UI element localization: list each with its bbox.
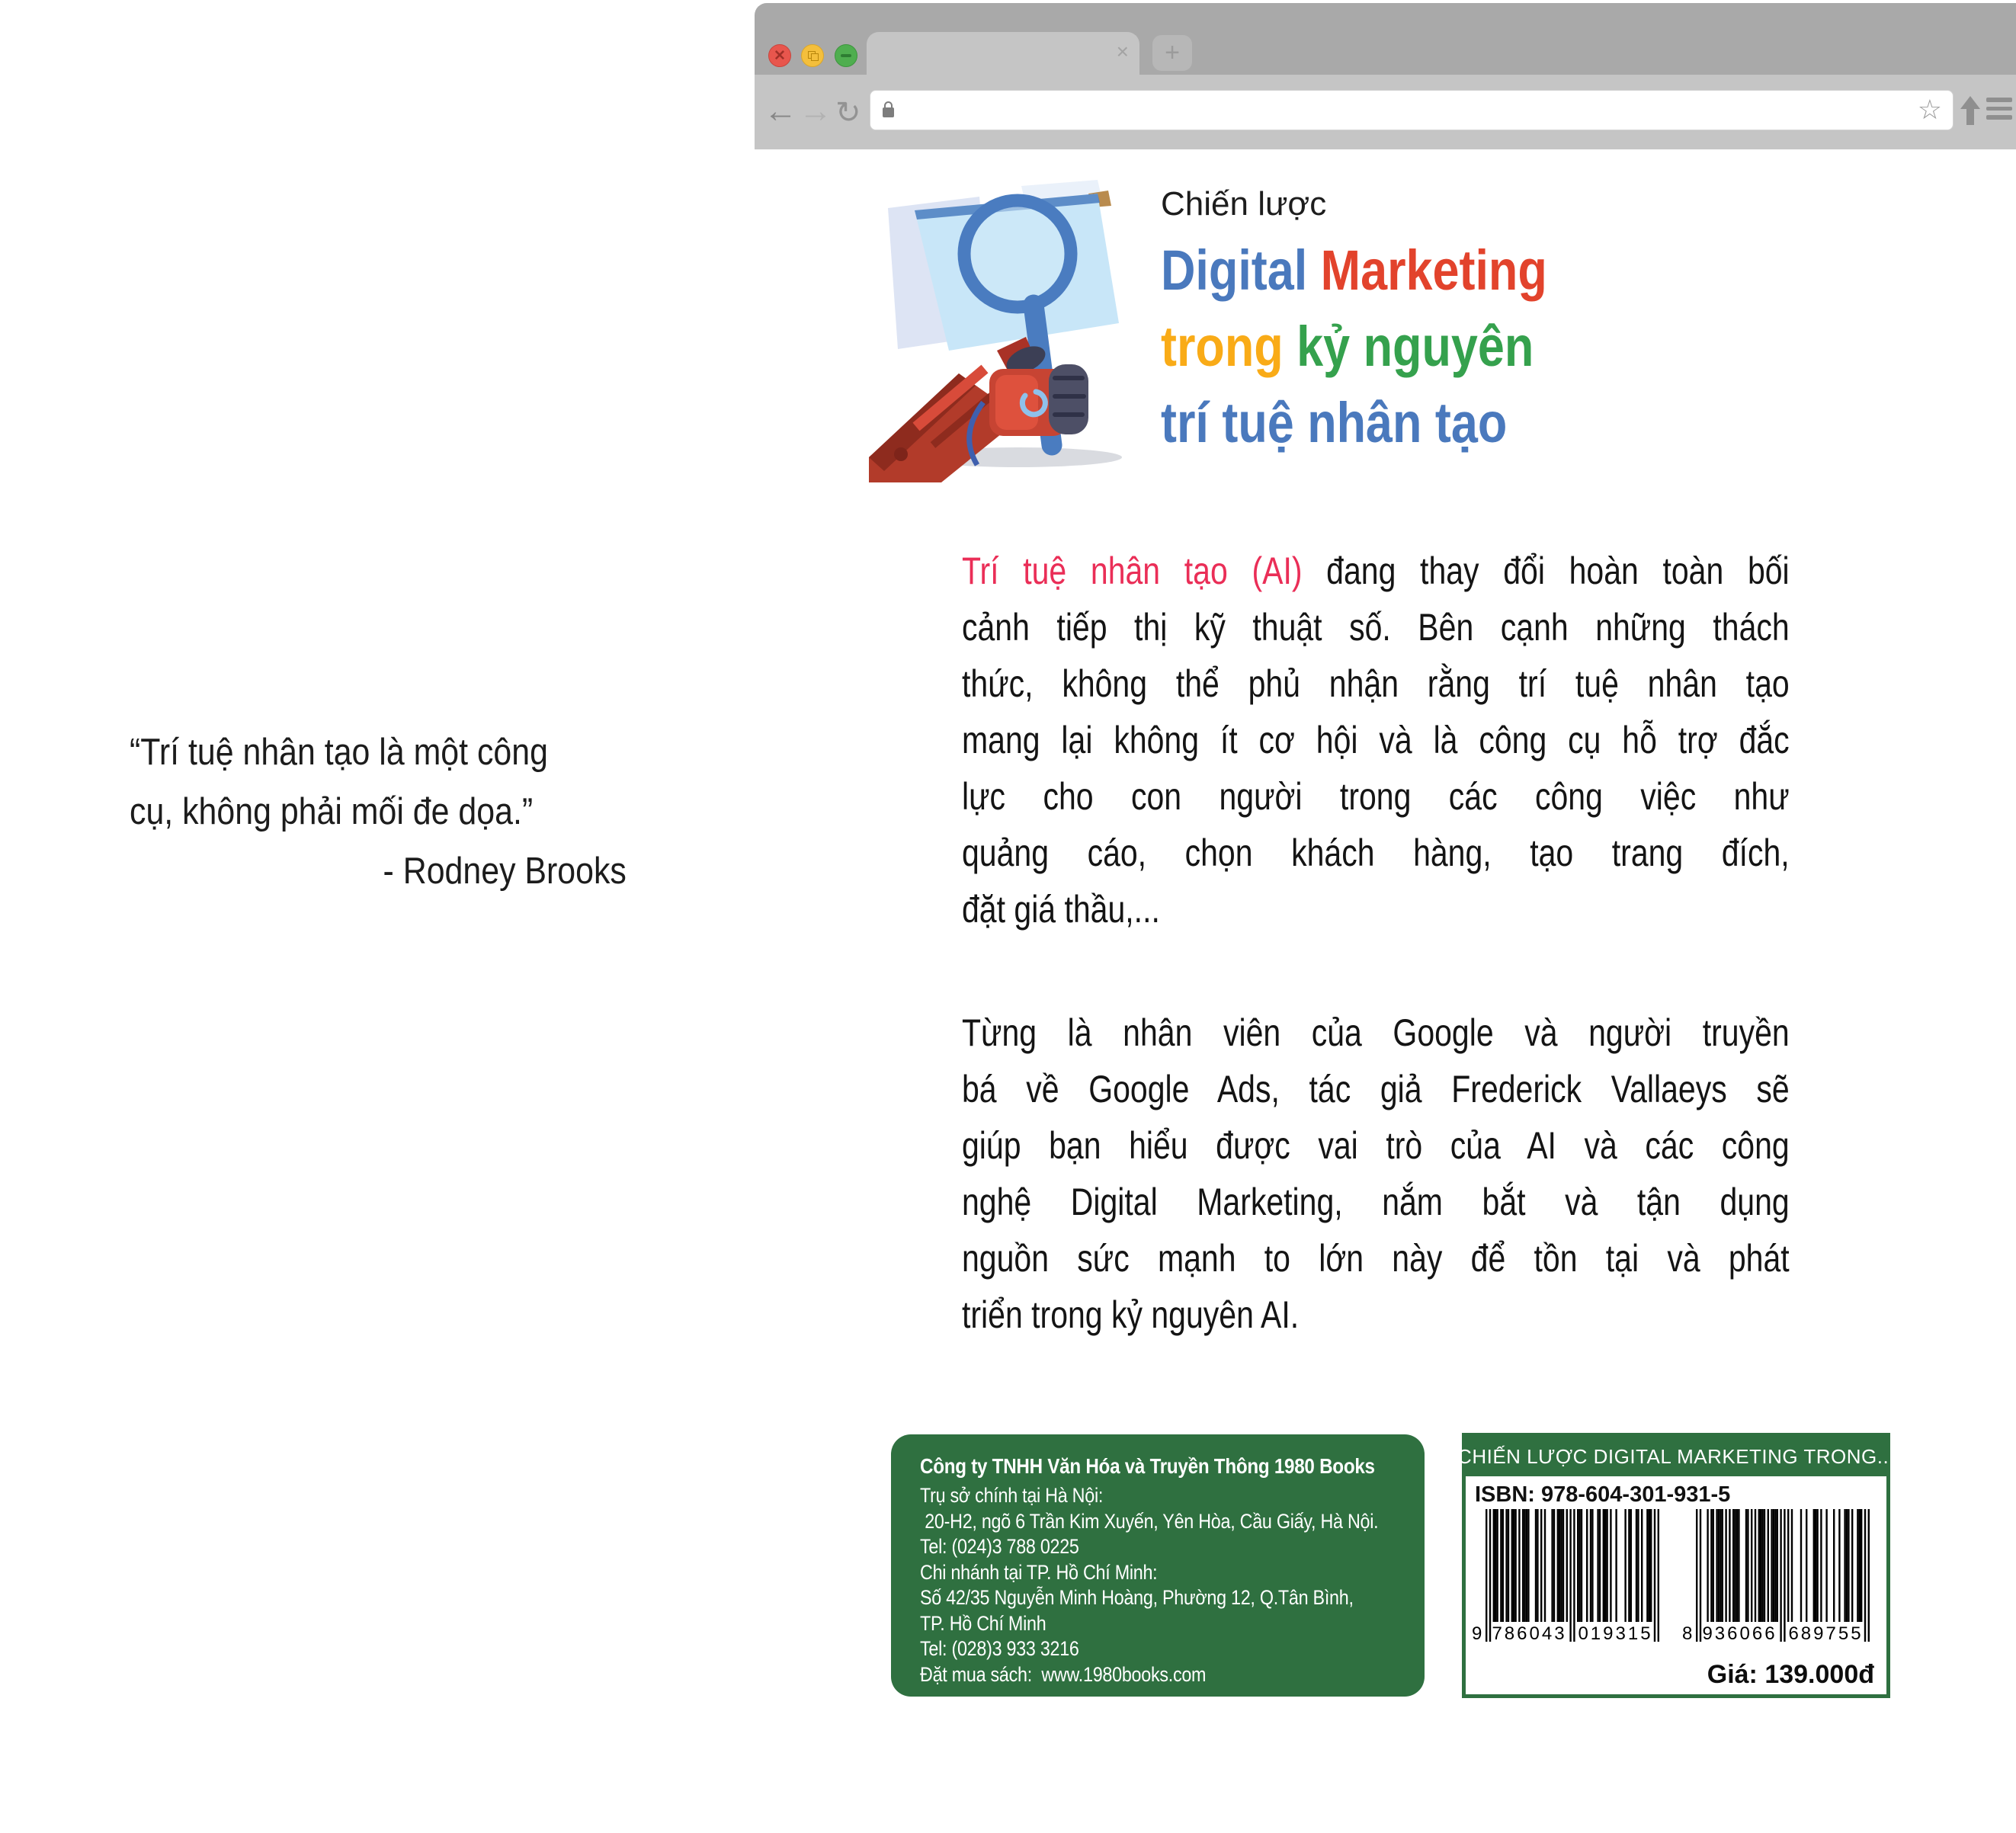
browser-tab[interactable] xyxy=(867,32,1139,75)
barcode-digits: 786043 xyxy=(1492,1623,1567,1644)
body-text-line: Từng là nhân viên của Google và người truyền xyxy=(962,1011,1790,1054)
publisher-name: Công ty TNHH Văn Hóa và Truyền Thông 1980 Books xyxy=(920,1454,1375,1478)
publisher-info-line: Tel: (028)3 933 3216 xyxy=(920,1637,1079,1660)
new-tab-button[interactable] xyxy=(1152,35,1192,71)
quote-block xyxy=(130,723,627,901)
minimize-icon xyxy=(841,54,851,57)
barcode-digits: 9 xyxy=(1472,1623,1482,1644)
paragraph xyxy=(962,543,1790,937)
minimize-window-button[interactable] xyxy=(835,44,857,67)
back-button[interactable]: ← xyxy=(764,92,797,130)
publisher-info-line: Tel: (024)3 788 0225 xyxy=(920,1535,1079,1558)
quote-attribution: - Rodney Brooks xyxy=(383,851,627,892)
body-text-line: cảnh tiếp thị kỹ thuật số. Bên cạnh những thách xyxy=(962,606,1790,649)
publisher-info-line: Số 42/35 Nguyễn Minh Hoàng, Phường 12, Q.Tân Bình, xyxy=(920,1586,1354,1609)
body-text-line: quảng cáo, chọn khách hàng, tạo trang đích, xyxy=(962,832,1790,874)
body-text-line: nghệ Digital Marketing, nắm bắt và tận dụng xyxy=(962,1181,1790,1223)
barcode-digits: 689755 xyxy=(1788,1623,1864,1644)
lock-icon xyxy=(883,107,894,117)
body-text-line: thức, không thể phủ nhận rằng trí tuệ nhân tạo xyxy=(962,662,1790,705)
restore-icon xyxy=(808,51,818,61)
body-text-line: lực cho con người trong các công việc như xyxy=(962,775,1790,818)
barcode-digits: 019315 xyxy=(1578,1623,1653,1644)
plus-icon: + xyxy=(1165,38,1180,67)
body-text-line: giúp bạn hiểu được vai trò của AI và các công xyxy=(962,1124,1790,1167)
barcode-digits: 936066 xyxy=(1702,1623,1777,1644)
forward-button[interactable]: → xyxy=(799,92,832,130)
publisher-info-box xyxy=(891,1434,1425,1697)
publisher-info-line: 20-H2, ngõ 6 Trần Kim Xuyến, Yên Hòa, Cầu Giấy, Hà Nội. xyxy=(920,1509,1379,1533)
barcode-panel xyxy=(1457,1433,1895,1698)
barcode-panel-title: CHIẾN LƯỢC DIGITAL MARKETING TRONG... xyxy=(1466,1437,1886,1476)
publisher-info-line: Đặt mua sách: www.1980books.com xyxy=(920,1662,1207,1686)
menu-icon[interactable] xyxy=(1986,98,2012,124)
robot-hand-magnifier-logo xyxy=(869,174,1136,482)
url-input[interactable] xyxy=(894,95,1953,126)
tab-close-icon[interactable]: × xyxy=(1116,40,1129,63)
body-text-line: Trí tuệ nhân tạo (AI) đang thay đổi hoàn toàn bối xyxy=(962,550,1790,592)
title-line: trí tuệ nhân tạo xyxy=(1161,391,1508,454)
reload-button[interactable]: ↻ xyxy=(835,96,861,130)
address-bar[interactable] xyxy=(870,90,1954,130)
body-text-line: bá về Google Ads, tác giả Frederick Vallaeys sẽ xyxy=(962,1068,1790,1110)
close-window-button[interactable] xyxy=(768,44,791,67)
close-icon: ✕ xyxy=(774,47,786,64)
title-kicker: Chiến lược xyxy=(1161,185,1327,223)
body-text-line: triển trong kỷ nguyên AI. xyxy=(962,1293,1300,1336)
publisher-info-line: Trụ sở chính tại Hà Nội: xyxy=(920,1484,1104,1507)
isbn-label: ISBN: 978-604-301-931-5 xyxy=(1475,1482,1731,1507)
title-line: Digital Marketing xyxy=(1161,239,1547,302)
price-label: Giá: 139.000đ xyxy=(1707,1660,1874,1689)
body-text-line: mang lại không ít cơ hội và là công cụ hỗ trợ đắc xyxy=(962,719,1790,761)
barcode-digits: 8 xyxy=(1682,1623,1693,1644)
upload-icon[interactable] xyxy=(1960,96,1980,127)
barcode xyxy=(1682,1509,1873,1648)
paragraph xyxy=(962,1005,1790,1343)
bookmark-star-icon[interactable]: ☆ xyxy=(1917,94,1942,125)
body-text xyxy=(962,543,1790,1343)
publisher-info-line: TP. Hồ Chí Minh xyxy=(920,1611,1046,1635)
publisher-info-line: Chi nhánh tại TP. Hồ Chí Minh: xyxy=(920,1560,1158,1584)
book-title xyxy=(1161,185,1615,461)
quote-line: “Trí tuệ nhân tạo là một công xyxy=(130,732,548,773)
restore-window-button[interactable] xyxy=(801,44,824,67)
title-line: trong kỷ nguyên xyxy=(1161,315,1534,378)
body-text-line: đặt giá thầu,... xyxy=(962,888,1160,931)
body-text-line: nguồn sức mạnh to lớn này để tồn tại và phát xyxy=(962,1237,1790,1280)
barcode xyxy=(1472,1509,1662,1648)
quote-line: cụ, không phải mối đe dọa.” xyxy=(130,791,534,832)
